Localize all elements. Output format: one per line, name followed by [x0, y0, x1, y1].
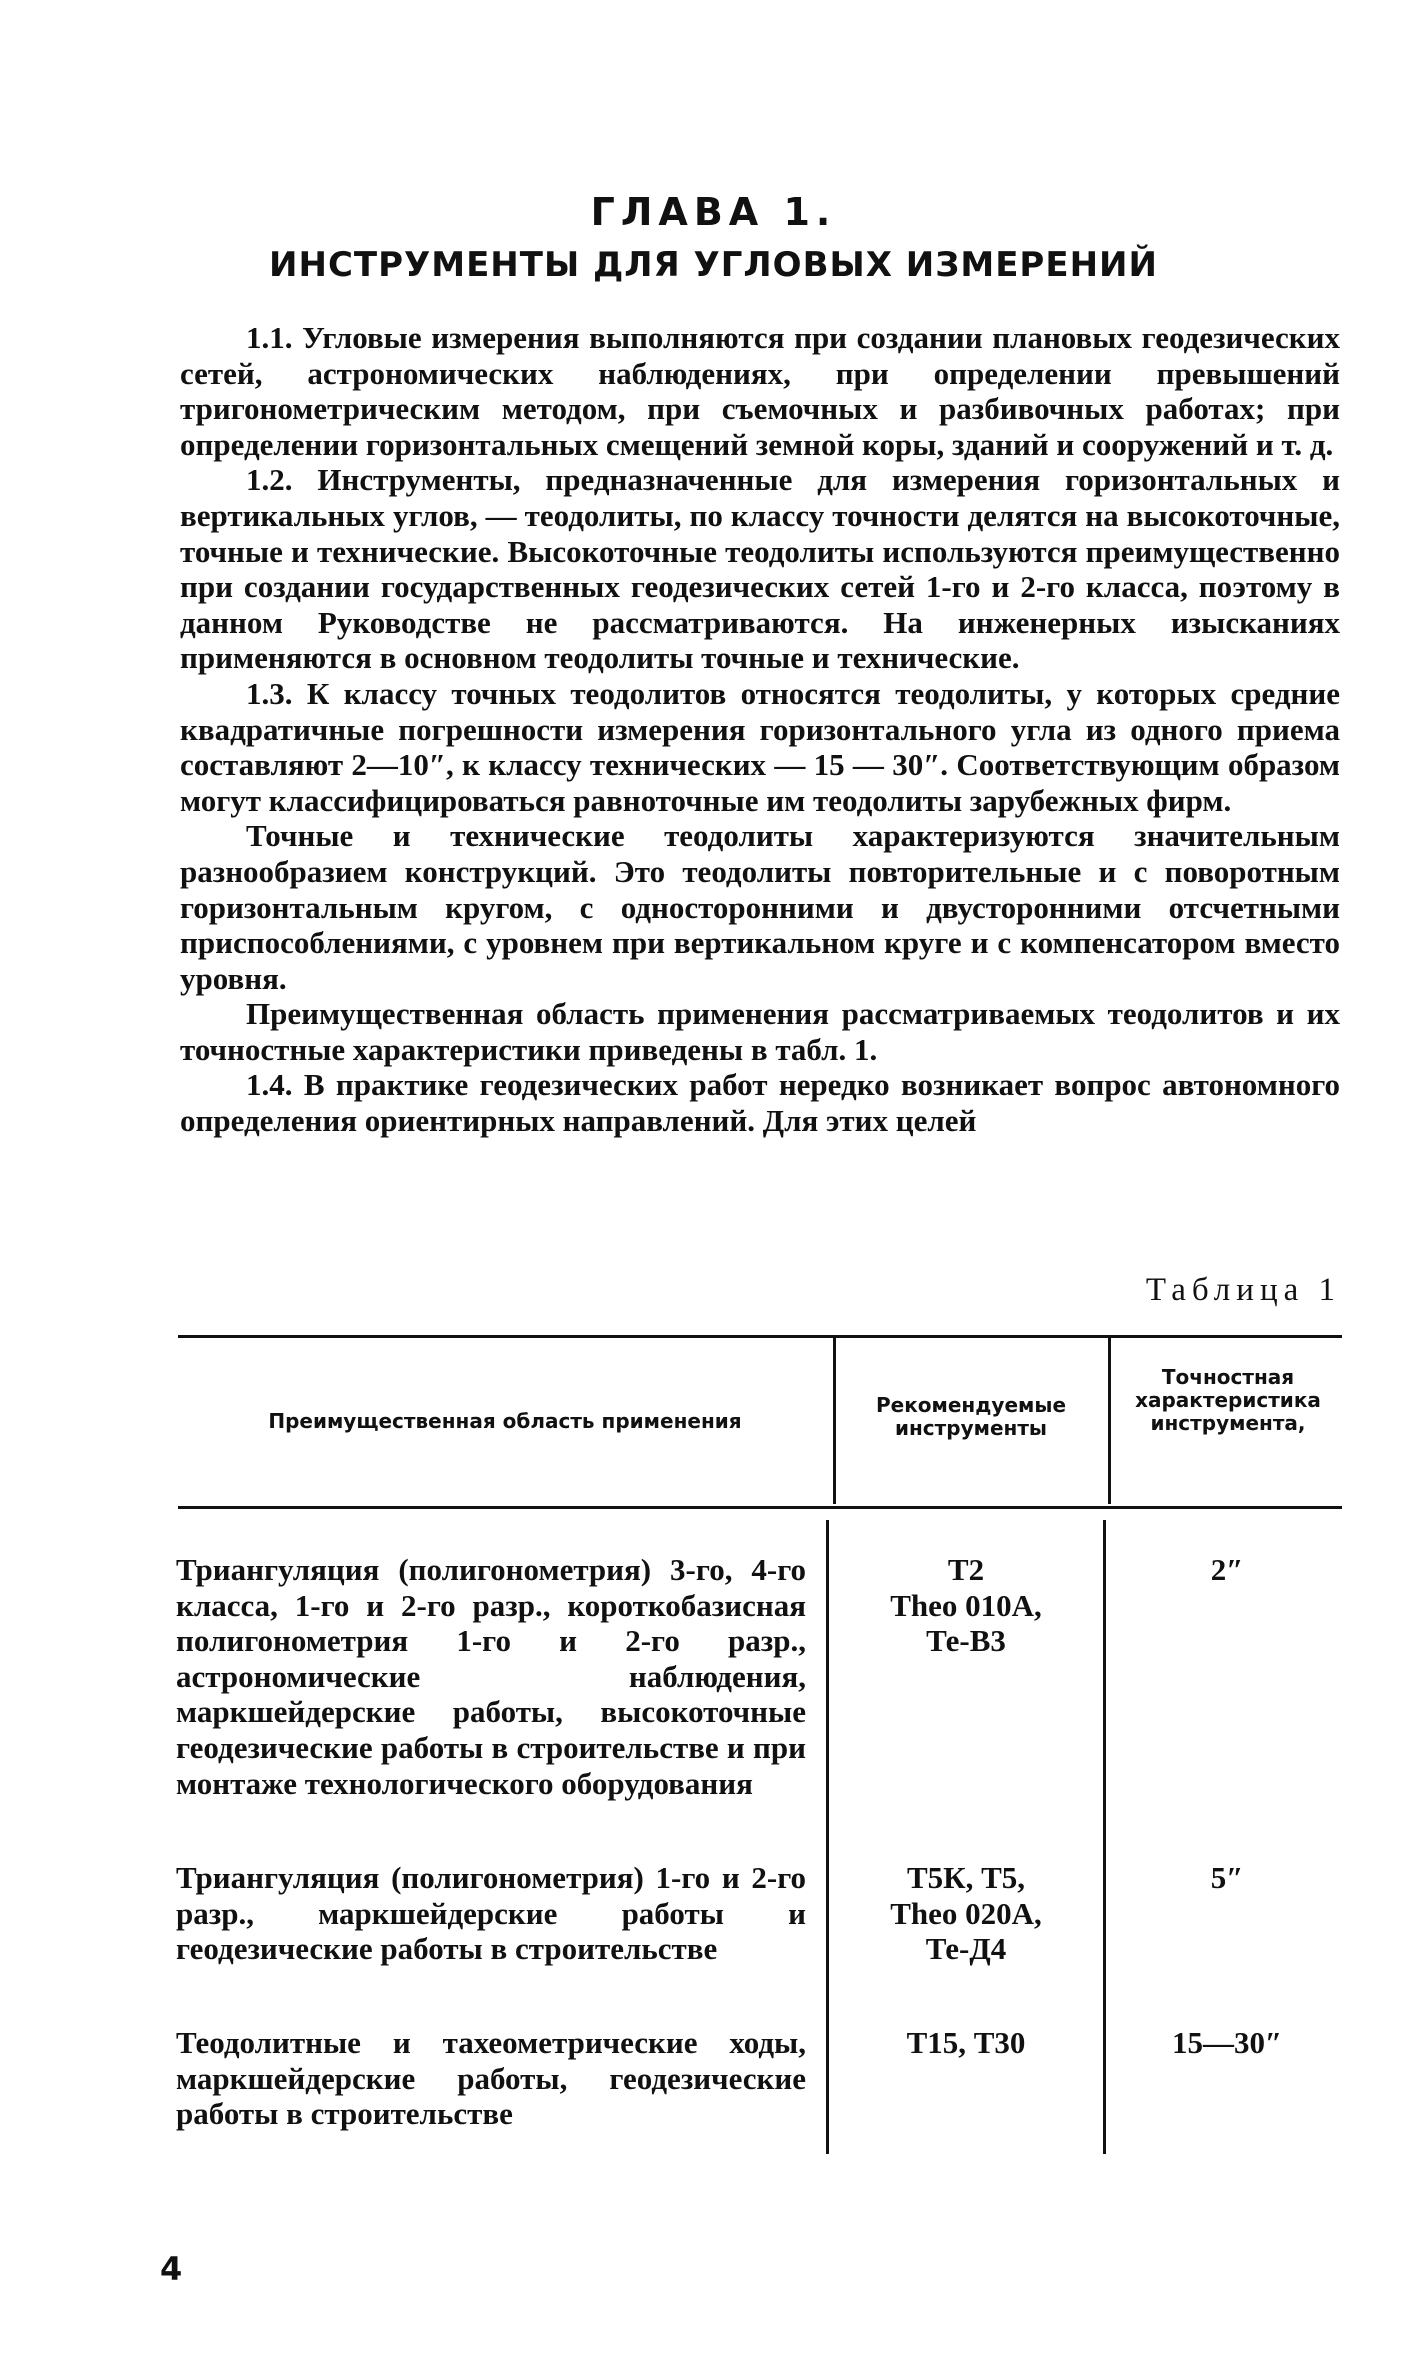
table-row-3-area: Теодолитные и тахеометрические ходы, маркшейдерские работы, геодезические работы в строительстве — [176, 2025, 806, 2132]
instrument: Theo 020A, — [890, 1895, 1042, 1931]
header-divider-2 — [1108, 1338, 1111, 1504]
body-divider-2 — [1103, 1520, 1106, 2154]
table-row-2-accuracy: 5″ — [1210, 1860, 1244, 1895]
table-header-rule — [178, 1506, 1342, 1509]
paragraph-theodolite-types: Точные и технические теодолиты характеризуются значительным разнообразием конструкций. Это теодолиты повторительные и с поворотным горизонтальным кругом, с односторонними и двусторонними отсчетными приспособлениями, с уровнем при вертикальном круге и с компенсатором вместо уровня. — [180, 818, 1340, 996]
instrument: Theo 010A, — [890, 1587, 1042, 1623]
paragraph-1-4: 1.4. В практике геодезических работ нередко возникает вопрос автономного определения ориентирных направлений. Для этих целей — [180, 1067, 1340, 1139]
chapter-label: ГЛАВА 1. — [590, 190, 837, 234]
paragraph-table-reference: Преимущественная область применения рассматриваемых теодолитов и их точностные характеристики приведены в табл. 1. — [180, 996, 1340, 1067]
table-row-1-area: Триангуляция (полигонометрия) 3-го, 4-го класса, 1-го и 2-го разр., короткобазисная полигонометрия 1-го и 2-го разр., астрономические наблюдения, маркшейдерские работы, высокоточные геодезические работы в строительстве и при монтаже технологического оборудования — [176, 1552, 806, 1801]
paragraph-1-2: 1.2. Инструменты, предназначенные для измерения горизонтальных и вертикальных углов, — теодолиты, по классу точности делятся на высокоточные, точные и технические. Высокоточные теодолиты используются преимущественно при создании государственных геодезических сетей 1-го и 2-го класса, поэтому в данном Руководстве не рассматриваются. На инженерных изысканиях применяются в основном теодолиты точные и технические. — [180, 462, 1340, 676]
table-row-1-instruments — [838, 1552, 1094, 1659]
table-row-3-instruments — [838, 2025, 1094, 2061]
table-row-3-accuracy: 15—30″ — [1171, 2025, 1283, 2060]
header-divider-1 — [833, 1338, 836, 1504]
paragraph-1-3: 1.3. К классу точных теодолитов относятся теодолиты, у которых средние квадратичные погрешности измерения горизонтального угла из одного приема составляют 2—10″, к классу технических — 15 — 30″. Соответствующим образом могут классифицироваться равноточные им теодолиты зарубежных фирм. — [180, 675, 1340, 818]
instrument: Т15, Т30 — [906, 2025, 1026, 2060]
paragraph-1-1: 1.1. Угловые измерения выполняются при создании плановых геодезических сетей, астрономических наблюдениях, при определении превышений тригонометрическим методом, при съемочных и разбивочных работах; при определении горизонтальных смещений земной коры, зданий и сооружений и т. д. — [180, 320, 1340, 462]
body-text — [180, 320, 1340, 1139]
instrument: Те-В3 — [926, 1623, 1006, 1659]
table-top-rule — [178, 1335, 1342, 1338]
page-number: 4 — [160, 2250, 183, 2288]
instrument: Т5К, Т5, — [906, 1860, 1026, 1895]
instrument: Те-Д4 — [925, 1931, 1007, 1967]
header-area: Преимущественная область применения — [268, 1409, 742, 1433]
table-caption: Таблица 1 — [1145, 1272, 1341, 1308]
instrument: Т2 — [947, 1552, 985, 1587]
body-divider-1 — [826, 1520, 829, 2154]
header-accuracy: Точностная характеристика инструмента, — [1135, 1365, 1321, 1435]
table-row-2-area: Триангуляция (полигонометрия) 1-го и 2-го разр., маркшейдерские работы и геодезические работы в строительстве — [176, 1860, 806, 1967]
table-row-2-instruments — [838, 1860, 1094, 1967]
chapter-title: ИНСТРУМЕНТЫ ДЛЯ УГЛОВЫХ ИЗМЕРЕНИЙ — [269, 245, 1158, 285]
table-row-1-accuracy: 2″ — [1210, 1552, 1244, 1587]
header-instruments: Рекомендуемые инструменты — [875, 1393, 1067, 1440]
